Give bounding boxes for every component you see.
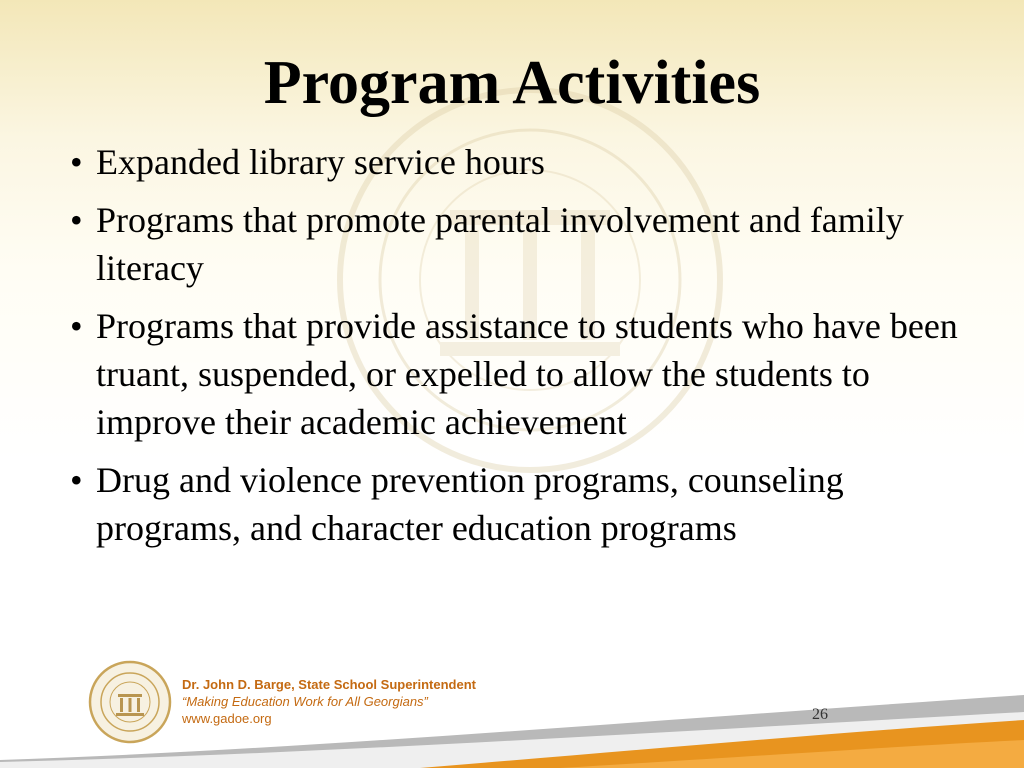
page-number: 26 (812, 706, 828, 723)
department-seal-logo (88, 660, 172, 744)
tagline: “Making Education Work for All Georgians” (182, 694, 428, 709)
bullet-list (70, 138, 980, 562)
bullet-item: • Expanded library service hours (70, 138, 980, 186)
slide-title: Program Activities (263, 49, 761, 117)
footer-credits (182, 676, 502, 727)
superintendent-name: Dr. John D. Barge, State School Superintendent (182, 677, 476, 692)
bullet-item: • Programs that promote parental involvement and family literacy (70, 196, 980, 292)
website-link[interactable]: www.gadoe.org (182, 711, 272, 726)
bullet-item: • Drug and violence prevention programs, counseling programs, and character education programs (70, 456, 980, 552)
bullet-item: • Programs that provide assistance to students who have been truant, suspended, or expelled to allow the students to improve their academic achievement (70, 302, 980, 446)
